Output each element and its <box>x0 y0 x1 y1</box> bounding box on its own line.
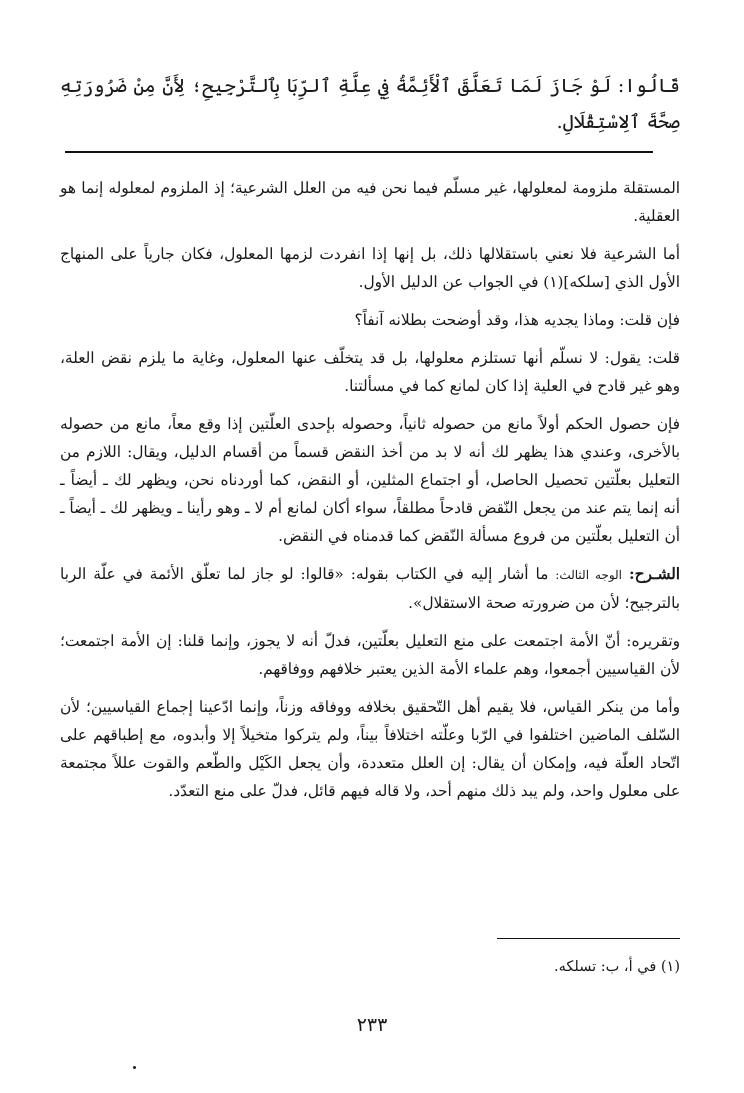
sharh-paragraph <box>60 560 680 617</box>
footnote-divider <box>497 938 680 939</box>
footnote: (١) في أ، ب: تسلكه. <box>554 959 680 975</box>
commentary-body <box>60 174 680 815</box>
stray-dot <box>133 1066 136 1069</box>
paragraph: قلت: يقول: لا نسلّم أنها تستلزم معلولها، بل قد يتخلّف عنها المعلول، وغاية ما يلزم نقض العلة، وهو غير قادح في العلية إذا كان لمانع كما في مسألتنا. <box>60 349 680 395</box>
top-divider <box>65 151 653 153</box>
page-number: ٢٣٣ <box>356 1014 388 1036</box>
sharh-text: ما أشار إليه في الكتاب بقوله: «قالوا: لو جاز لما تعلّق الأئمة في علّة الربا بالترجيح؛ لأن من ضرورته صحة الاستقلال». <box>60 565 680 612</box>
matn-text: قَالُوا: لَوْ جَازَ لَمَا تَعَلَّقَ ٱلْأَئِمَّةُ فِي عِلَّةِ ٱلرِّبَا بِٱلتَّرْجِيحِ؛ لِأَنَّ مِنْ ضَرُورَتِهِ صِحَّةَ ٱلِاسْتِقْلَالِ. <box>60 75 680 133</box>
sharh-subheading: الوجه الثالث: <box>555 568 623 582</box>
paragraph: وتقريره: أنّ الأمة اجتمعت على منع التعليل بعلّتين، فدلّ أنه لا يجوز، وإنما قلنا: إن الأمة اجتمعت؛ لأن القياسيين أجمعوا، وهم علماء الأمة الذين يعتبر خلافهم ووفاقهم. <box>60 632 680 678</box>
paragraph: المستقلة ملزومة لمعلولها، غير مسلّم فيما نحن فيه من العلل الشرعية؛ إذ الملزوم لمعلوله إنما هو العقلية. <box>60 179 680 225</box>
paragraph: فإن قلت: وماذا يجديه هذا، وقد أوضحت بطلانه آنفاً؟ <box>354 311 680 329</box>
sharh-label: الشـرح: <box>629 565 680 583</box>
paragraph: وأما من ينكر القياس، فلا يقيم أهل التّحقيق بخلافه ووفاقه وزناً، وإنما ادّعينا إجماع القياسيين؛ لأن السّلف الماضين اختلفوا في الرّبا وعلّته اختلافاً بيناً، ولم يتركوا متخيلاً إلا وأبدوه، مع إطباقهم على اتّحاد العلّة فيه، وإمكان أن يقال: إن العلل متعددة، وأن يجعل الكَيْل والطّعم والقوت عللاً مجتمعة على معلول واحد، ولم يبد ذلك منهم أحد، ولا قاله فيهم قائل، فدلّ على منع التعدّد. <box>60 698 680 800</box>
paragraph: فإن حصول الحكم أولاً مانع من حصوله ثانياً، وحصوله بإحدى العلّتين إذا وقع معاً، مانع من حصوله بالأخرى، وعندي هذا يظهر لك أنه لا بد من أخذ النقض قسماً من أقسام الدليل، ويقال: اللازم من التعليل بعلّتين تحصيل الحاصل، أو اجتماع المثلين، أو النقض، كما أوردناه نحن، ويظهر لك ـ أيضاً ـ أنه إنما يتم عند من يجعل النّقض قادحاً مطلقاً، سواء أكان لمانع أم لا ـ وهو رأينا ـ ويظهر لك ـ أيضاً ـ أن التعليل بعلّتين من فروع مسألة النّقض كما قدمناه في النقض. <box>60 415 680 545</box>
paragraph: أما الشرعية فلا نعني باستقلالها ذلك، بل إنها إذا انفردت لزمها المعلول، فكان جارياً على المنهاج الأول الذي [سلكه](١) في الجواب عن الدليل الأول. <box>60 245 680 291</box>
